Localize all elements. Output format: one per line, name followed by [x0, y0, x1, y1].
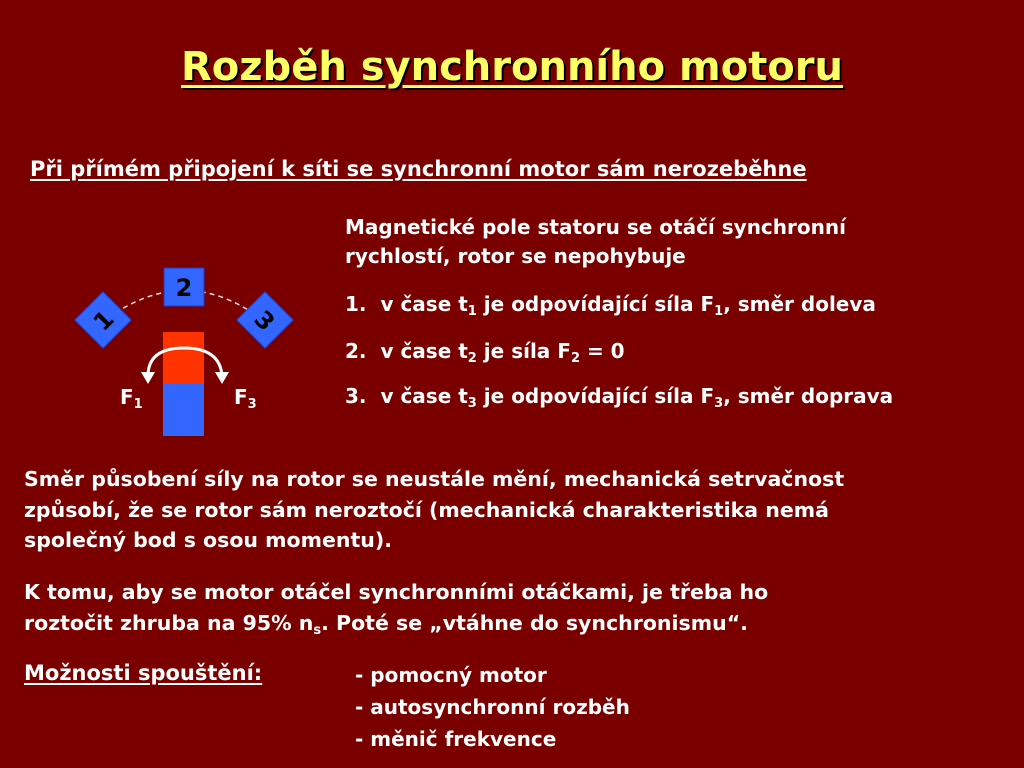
description-line-2: rychlostí, rotor se nepohybuje: [345, 244, 686, 268]
force-label-f1: $F_1$: [120, 385, 143, 412]
list-item-1: 1. v čase $t_1$ je odpovídající síla $F_1$, směr doleva: [345, 292, 876, 319]
list-item-2: 2. v čase $t_2$ je síla $F_2 = 0$: [345, 339, 625, 366]
options-heading: Možnosti spouštění:: [24, 661, 263, 685]
force-label-f3: $F_3$: [234, 385, 257, 412]
option-item: - měnič frekvence: [355, 727, 557, 751]
paragraph-direction: Směr působení síly na rotor se neustále mění, mechanická setrvačnost způsobí, že se rotor sám neroztočí (mechanická charakteristika nemá společný bod s osou momentu).: [24, 467, 845, 552]
option-item: - pomocný motor: [355, 663, 547, 687]
pole-3-label: 3: [248, 304, 281, 337]
list-item-3: 3. v čase $t_3$ je odpovídající síla $F_3$, směr doprava: [345, 384, 894, 411]
slide-title: Rozběh synchronního motoru: [181, 44, 843, 90]
description-line-1: Magnetické pole statoru se otáčí synchronní: [345, 215, 846, 239]
stator-description: [345, 213, 985, 271]
paragraph-synchronism: K tomu, aby se motor otáčel synchronními otáčkami, je třeba ho roztočit zhruba na 95% $n_s$. Poté se „vtáhne do synchronismu“.: [24, 580, 769, 638]
arrowhead-right: [215, 372, 229, 384]
slide-subtitle: Při přímém připojení k síti se synchronní motor sám nerozeběhne: [30, 157, 807, 181]
pole-2-label: 2: [175, 274, 193, 302]
option-item: - autosynchronní rozběh: [355, 695, 630, 719]
rotor-south: [163, 384, 204, 436]
motor-diagram: [60, 258, 330, 448]
arrowhead-left: [141, 372, 155, 384]
pole-1-label: 1: [87, 304, 120, 337]
rotor-north: [163, 332, 204, 384]
